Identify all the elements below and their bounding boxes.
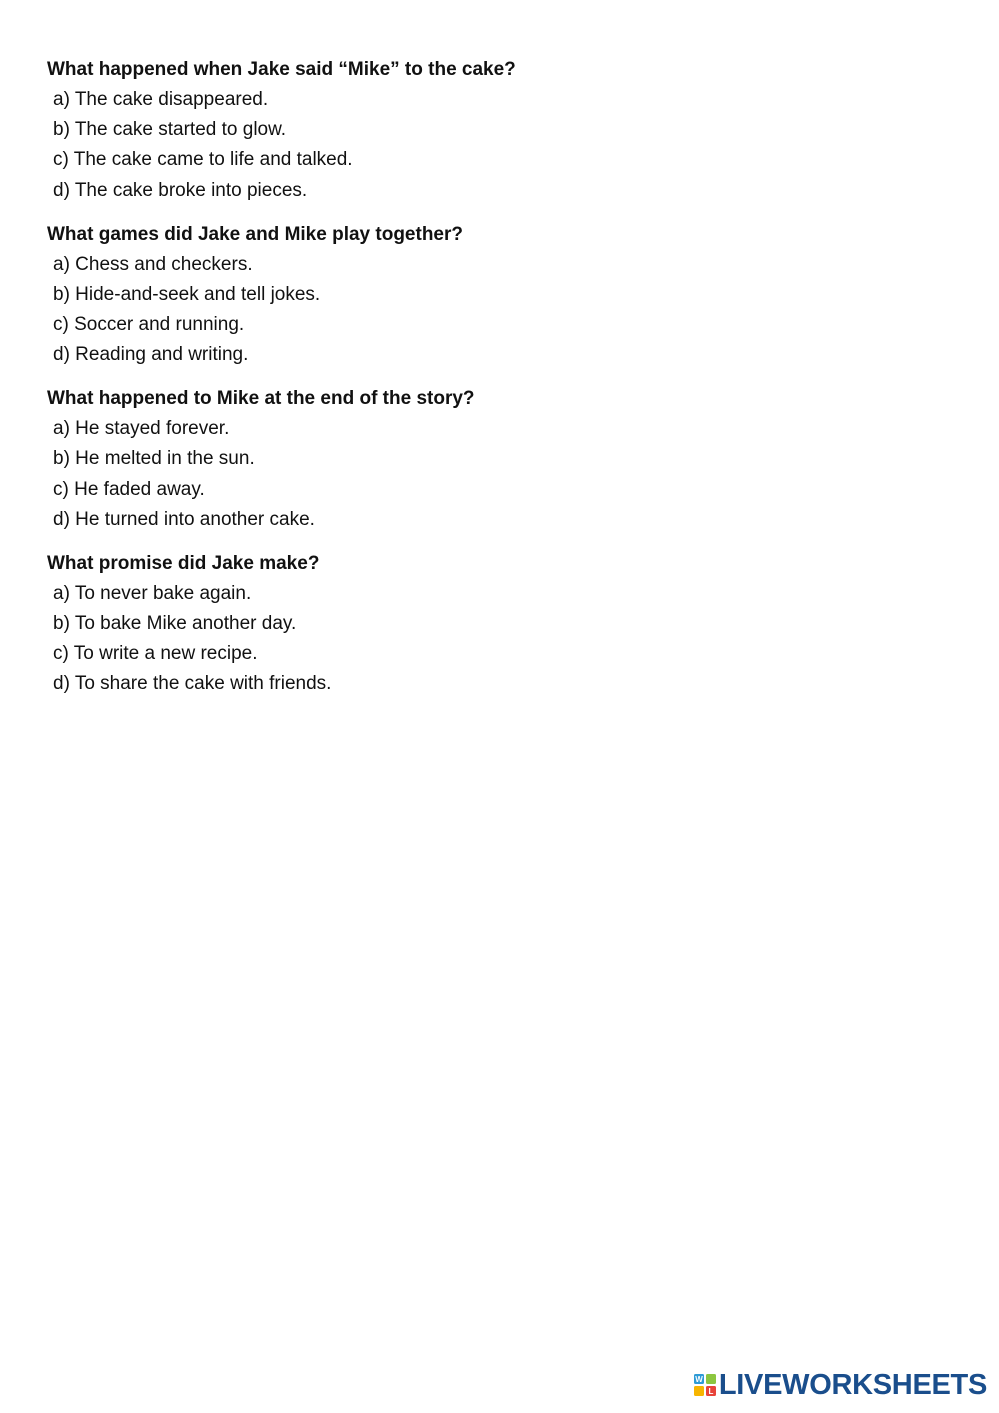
answer-option[interactable]: d) He turned into another cake. bbox=[53, 508, 315, 530]
question-block-1 bbox=[47, 58, 947, 203]
question-title: What games did Jake and Mike play together? bbox=[47, 223, 463, 245]
liveworksheets-logo-icon bbox=[694, 1374, 716, 1396]
liveworksheets-logo bbox=[694, 1369, 987, 1401]
answer-option[interactable]: b) The cake started to glow. bbox=[53, 119, 287, 141]
answer-option[interactable]: c) Soccer and running. bbox=[53, 313, 245, 335]
answer-option[interactable]: d) The cake broke into pieces. bbox=[53, 179, 308, 201]
answer-option[interactable]: c) The cake came to life and talked. bbox=[53, 149, 353, 171]
answer-option[interactable]: d) Reading and writing. bbox=[53, 344, 249, 366]
question-block-4 bbox=[47, 552, 947, 697]
answer-option[interactable]: b) To bake Mike another day. bbox=[53, 612, 297, 634]
answer-option[interactable]: a) To never bake again. bbox=[53, 582, 252, 604]
question-title: What promise did Jake make? bbox=[47, 552, 320, 574]
answer-option[interactable]: a) The cake disappeared. bbox=[53, 89, 269, 110]
answer-option[interactable]: c) He faded away. bbox=[53, 478, 205, 500]
answer-option[interactable]: a) He stayed forever. bbox=[53, 418, 230, 440]
svg-text:W: W bbox=[695, 1375, 703, 1384]
question-block-3 bbox=[47, 387, 947, 532]
answer-option[interactable]: c) To write a new recipe. bbox=[53, 643, 258, 665]
answer-option[interactable]: b) Hide-and-seek and tell jokes. bbox=[53, 283, 321, 305]
quiz-content bbox=[47, 58, 947, 716]
question-title: What happened to Mike at the end of the story? bbox=[47, 388, 475, 410]
question-block-2 bbox=[47, 223, 947, 368]
svg-text:L: L bbox=[708, 1387, 714, 1396]
question-title: What happened when Jake said “Mike” to the cake? bbox=[47, 59, 516, 80]
logo-wordmark: LIVEWORKSHEETS bbox=[718, 1369, 987, 1401]
answer-option[interactable]: a) Chess and checkers. bbox=[53, 253, 253, 275]
answer-option[interactable]: d) To share the cake with friends. bbox=[53, 673, 332, 695]
answer-option[interactable]: b) He melted in the sun. bbox=[53, 448, 255, 470]
